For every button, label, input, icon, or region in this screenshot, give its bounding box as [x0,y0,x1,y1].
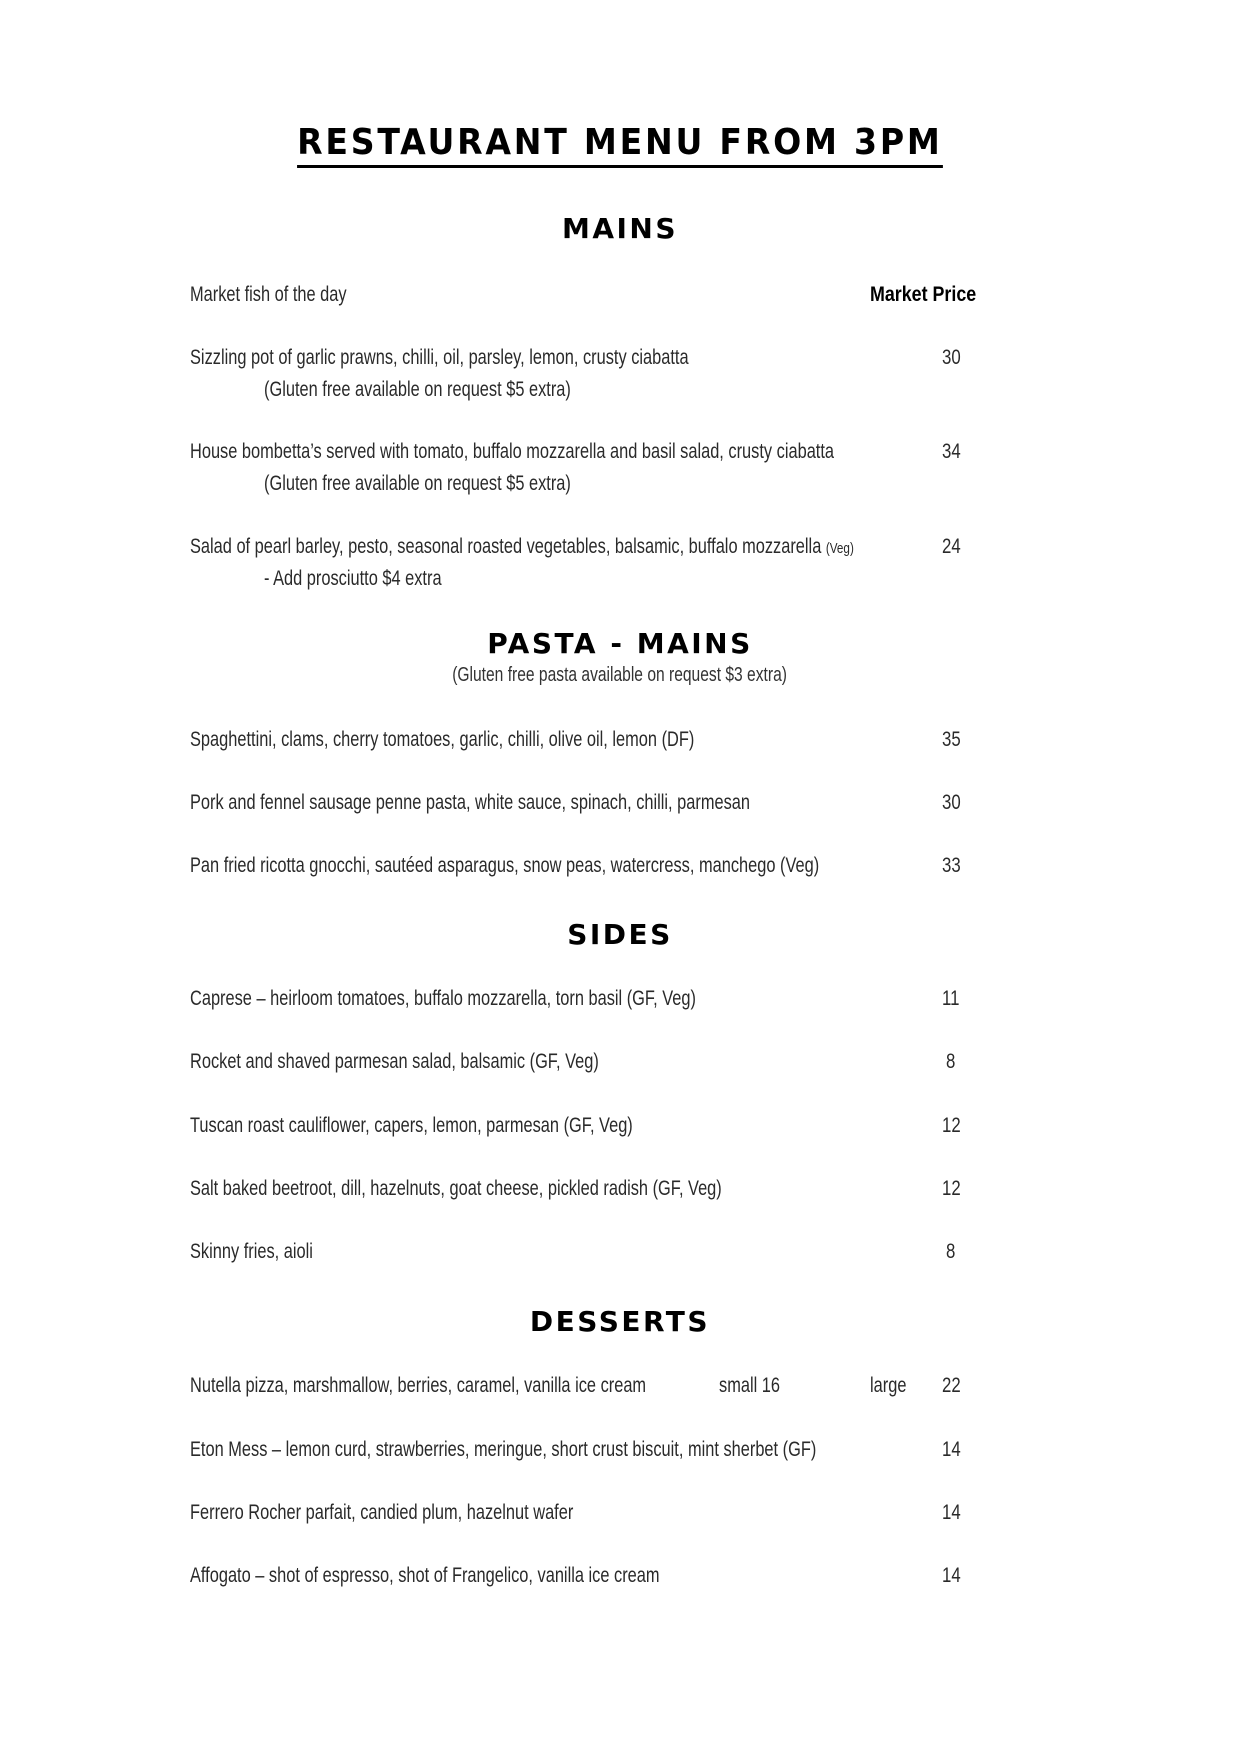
menu-title-text: RESTAURANT MENU FROM 3PM [297,123,943,168]
item-name: Nutella pizza, marshmallow, berries, caramel, vanilla ice cream [190,1374,647,1397]
item-price: 35 [942,728,961,751]
item-name: Pork and fennel sausage penne pasta, white sauce, spinach, chilli, parmesan [190,791,751,814]
item-price: 24 [942,535,961,558]
menu-item [190,1050,990,1078]
menu-item [190,1438,990,1466]
menu-item [190,1374,990,1402]
section-subheading-text: (Gluten free pasta available on request $3 extra) [452,664,788,686]
menu-item [190,346,990,401]
item-price: 14 [942,1564,961,1587]
section-heading-desserts: DESSERTS [529,1305,711,1338]
item-name: Caprese – heirloom tomatoes, buffalo mozzarella, torn basil (GF, Veg) [190,987,696,1010]
item-note: (Gluten free available on request $5 extra) [264,378,571,401]
item-name-text: Salad of pearl barley, pesto, seasonal roasted vegetables, balsamic, buffalo mozzarella [190,535,822,558]
item-name [190,535,854,559]
size-small-price: small 16 [719,1374,780,1397]
item-price: 11 [942,987,960,1010]
item-name: Spaghettini, clams, cherry tomatoes, garlic, chilli, olive oil, lemon (DF) [190,728,695,751]
menu-item [190,535,990,590]
section-heading-pasta: PASTA - MAINS [487,627,753,660]
menu-item [190,1564,990,1592]
item-name: Ferrero Rocher parfait, candied plum, hazelnut wafer [190,1501,574,1524]
item-price: Market Price [870,283,977,306]
item-price: 30 [942,346,961,369]
item-name: House bombetta’s served with tomato, buffalo mozzarella and basil salad, crusty ciabatta [190,440,835,463]
menu-item [190,1501,990,1529]
item-name: Market fish of the day [190,283,347,306]
menu-item [190,283,990,311]
item-note: - Add prosciutto $4 extra [264,567,442,590]
menu-title [0,122,1240,168]
item-price: 30 [942,791,961,814]
item-name: Tuscan roast cauliflower, capers, lemon, parmesan (GF, Veg) [190,1114,633,1137]
item-name: Skinny fries, aioli [190,1240,313,1263]
menu-item [190,854,990,882]
item-price: 12 [942,1177,961,1200]
item-price: 14 [942,1438,961,1461]
item-price: 33 [942,854,961,877]
menu-item [190,1177,990,1205]
item-price: 34 [942,440,961,463]
menu-item [190,440,990,495]
item-price: 8 [946,1240,956,1263]
item-name: Sizzling pot of garlic prawns, chilli, oil, parsley, lemon, crusty ciabatta [190,346,689,369]
menu-item [190,1114,990,1142]
item-name: Pan fried ricotta gnocchi, sautéed asparagus, snow peas, watercress, manchego (Veg) [190,854,820,877]
menu-item [190,728,990,756]
item-price: 22 [942,1374,961,1397]
menu-item [190,987,990,1015]
item-name: Eton Mess – lemon curd, strawberries, meringue, short crust biscuit, mint sherbet (GF) [190,1438,817,1461]
item-price: 14 [942,1501,961,1524]
item-price: 12 [942,1114,961,1137]
item-name: Affogato – shot of espresso, shot of Frangelico, vanilla ice cream [190,1564,660,1587]
size-large-label: large [870,1374,907,1397]
menu-item [190,1240,990,1268]
item-price: 8 [946,1050,956,1073]
item-note: (Gluten free available on request $5 extra) [264,472,571,495]
menu-item [190,791,990,819]
item-name: Salt baked beetroot, dill, hazelnuts, goat cheese, pickled radish (GF, Veg) [190,1177,722,1200]
section-heading-mains: MAINS [561,212,679,245]
section-heading-sides: SIDES [567,918,673,951]
section-subheading-pasta [0,664,1240,687]
diet-tag: (Veg) [825,540,854,557]
item-name: Rocket and shaved parmesan salad, balsamic (GF, Veg) [190,1050,599,1073]
